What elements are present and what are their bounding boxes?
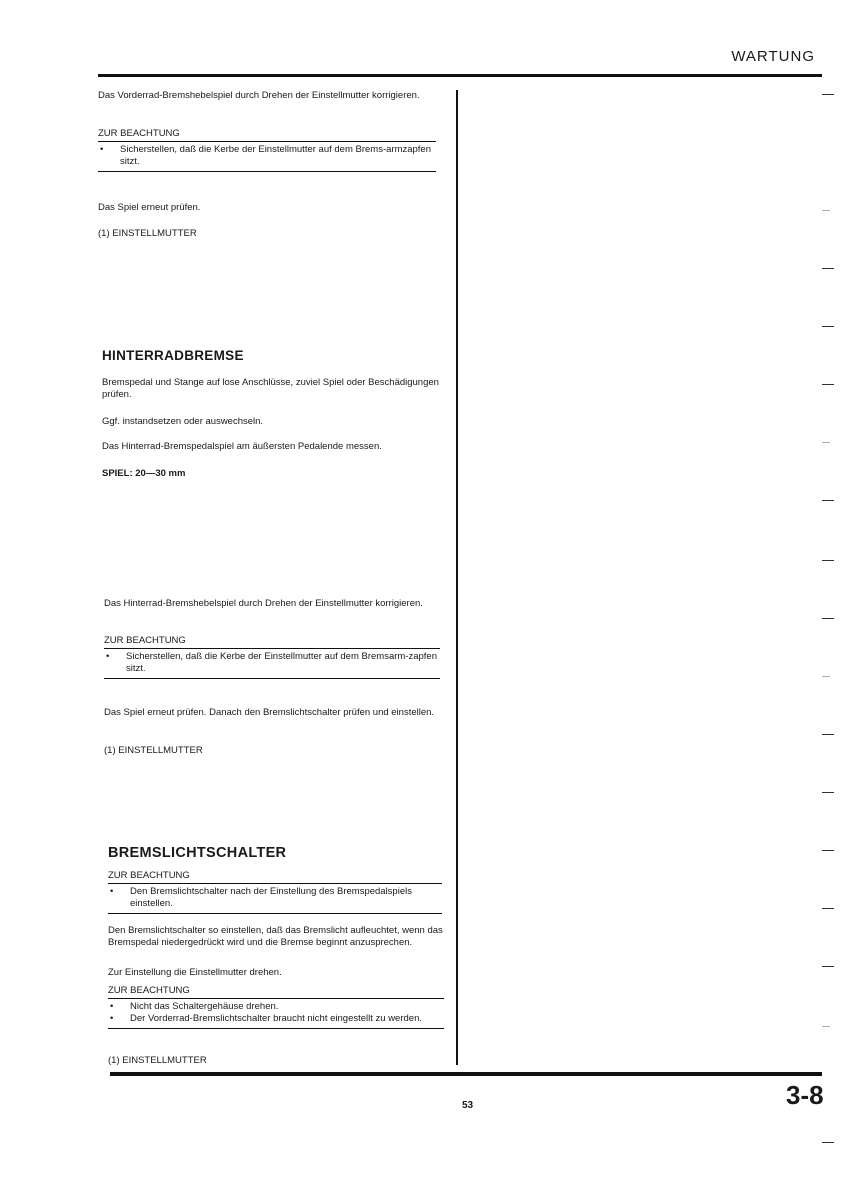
note-title: ZUR BEACHTUNG	[108, 870, 442, 884]
note-body	[108, 999, 444, 1029]
margin-mark	[822, 850, 834, 851]
bullet-icon: •	[110, 886, 114, 897]
margin-mark	[822, 384, 834, 385]
note-body	[104, 649, 440, 679]
section-page-number: 3-8	[786, 1080, 824, 1110]
note-bullet-text: Der Vorderrad-Bremslichtschalter braucht nicht eingestellt zu werden.	[130, 1013, 422, 1024]
page-header-title: WARTUNG	[731, 48, 815, 65]
recheck-text: Das Spiel erneut prüfen.	[98, 202, 201, 213]
section-heading-brake-light-switch: BREMSLICHTSCHALTER	[108, 845, 287, 861]
margin-mark	[822, 268, 834, 269]
bullet-icon: •	[110, 1013, 114, 1024]
note-bullet	[108, 1001, 444, 1013]
note-bullet-text: Sicherstellen, daß die Kerbe der Einstellmutter auf dem Bremsarm-zapfen sitzt.	[126, 651, 437, 674]
note-title: ZUR BEACHTUNG	[108, 985, 444, 999]
bullet-icon: •	[100, 144, 104, 155]
brake-light-adjust-text: Den Bremslichtschalter so einstellen, daß das Bremslicht aufleuchtet, wenn das Bremspedal niedergedrückt wird und die Bremse beginnt anzusprechen.	[108, 925, 443, 948]
margin-mark	[822, 676, 830, 677]
margin-mark	[822, 966, 834, 967]
rear-brake-measure-text: Das Hinterrad-Bremspedalspiel am äußersten Pedalende messen.	[102, 441, 382, 452]
note-box-switch	[108, 985, 444, 1029]
front-brake-adjust-text: Das Vorderrad-Bremshebelspiel durch Drehen der Einstellmutter korrigieren.	[98, 90, 420, 101]
bullet-icon: •	[110, 1001, 114, 1012]
header-rule	[98, 74, 822, 77]
note-bullet	[108, 1013, 444, 1025]
margin-mark	[822, 94, 834, 95]
adjust-nut-text: Zur Einstellung die Einstellmutter drehen.	[108, 967, 282, 978]
recheck-text: Das Spiel erneut prüfen. Danach den Bremslichtschalter prüfen und einstellen.	[104, 707, 435, 718]
rear-brake-adjust-text: Das Hinterrad-Bremshebelspiel durch Drehen der Einstellmutter korrigieren.	[104, 598, 423, 609]
margin-mark	[822, 326, 834, 327]
play-spec: SPIEL: 20—30 mm	[102, 468, 186, 479]
margin-mark	[822, 210, 830, 211]
note-bullet-text: Nicht das Schaltergehäuse drehen.	[130, 1001, 279, 1012]
note-body	[98, 142, 436, 172]
margin-mark	[822, 1026, 830, 1027]
note-box-rear	[104, 635, 440, 679]
figure-label: (1) EINSTELLMUTTER	[98, 228, 197, 239]
note-bullet-text: Sicherstellen, daß die Kerbe der Einstellmutter auf dem Brems-armzapfen sitzt.	[120, 144, 431, 167]
figure-label: (1) EINSTELLMUTTER	[104, 745, 203, 756]
note-bullet-text: Den Bremslichtschalter nach der Einstellung des Bremspedalspiels einstellen.	[130, 886, 412, 909]
note-box-brake-light	[108, 870, 442, 914]
note-title: ZUR BEACHTUNG	[98, 128, 436, 142]
page-number: 53	[462, 1100, 474, 1111]
note-body	[108, 884, 442, 914]
rear-brake-inspect-text: Bremspedal und Stange auf lose Anschlüsse, zuviel Spiel oder Beschädigungen prüfen.	[102, 377, 439, 400]
margin-mark	[822, 618, 834, 619]
figure-label: (1) EINSTELLMUTTER	[108, 1055, 207, 1066]
margin-mark	[822, 500, 834, 501]
note-title: ZUR BEACHTUNG	[104, 635, 440, 649]
note-bullet	[104, 651, 440, 675]
note-box-front	[98, 128, 436, 172]
bullet-icon: •	[106, 651, 110, 662]
column-divider	[456, 90, 458, 1065]
margin-mark	[822, 734, 834, 735]
margin-mark	[822, 792, 834, 793]
note-bullet	[108, 886, 442, 910]
footer-rule	[110, 1072, 822, 1076]
section-heading-rear-brake: HINTERRADBREMSE	[102, 348, 244, 363]
rear-brake-repair-text: Ggf. instandsetzen oder auswechseln.	[102, 416, 264, 427]
margin-mark	[822, 560, 834, 561]
note-bullet	[98, 144, 436, 168]
margin-mark	[822, 1142, 834, 1143]
margin-mark	[822, 442, 830, 443]
margin-mark	[822, 908, 834, 909]
